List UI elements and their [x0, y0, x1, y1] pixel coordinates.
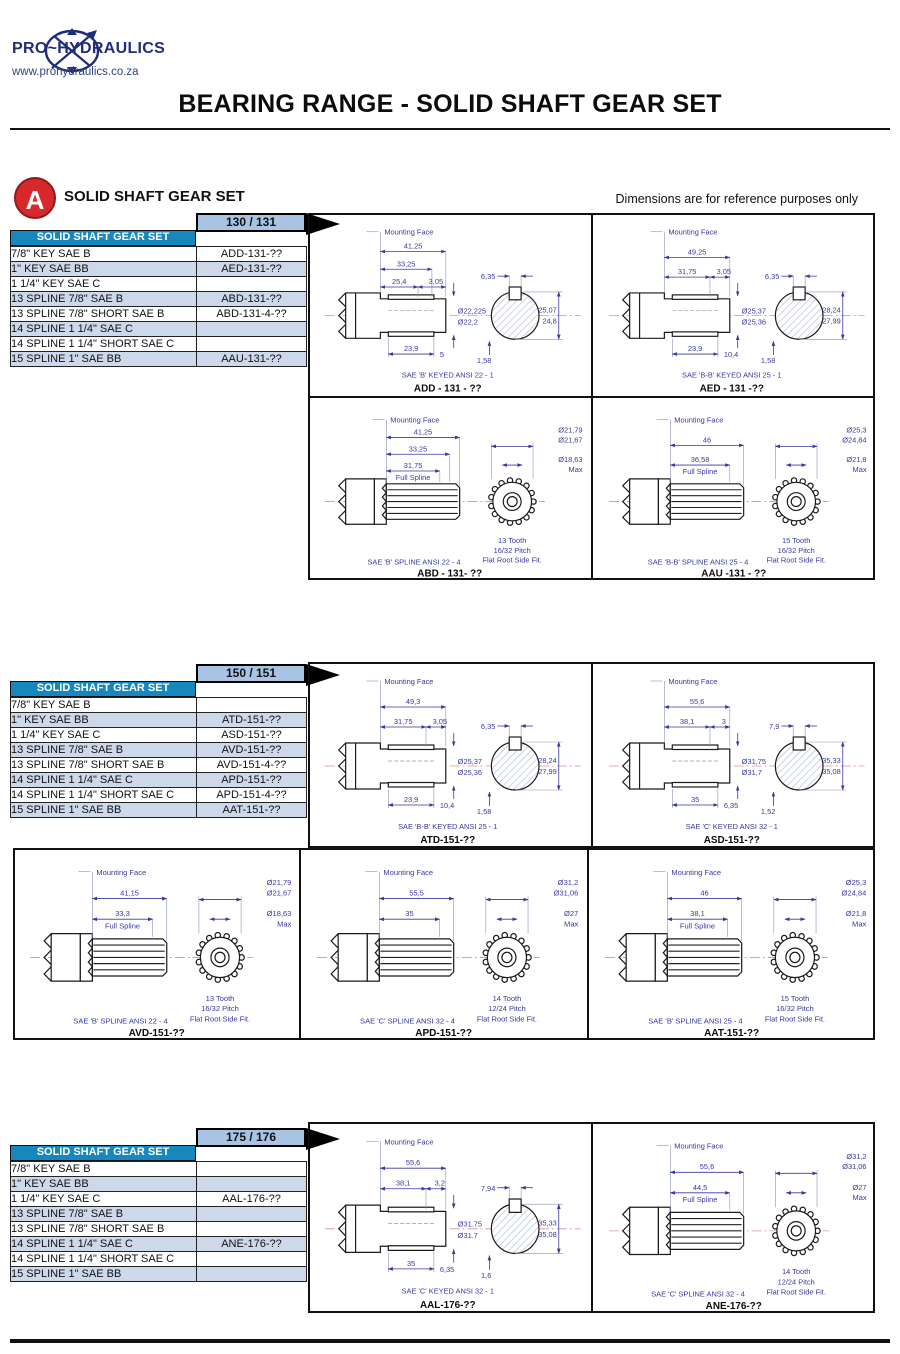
- part-number: ABD-131-4-??: [197, 307, 307, 322]
- dimension-label: Mounting Face: [390, 415, 440, 425]
- dimension-label: 1,58: [476, 806, 492, 817]
- dimension-label: SAE 'B' SPLINE ANSI 25 - 4: [647, 1016, 743, 1026]
- drawing-ASD-151: [592, 662, 876, 848]
- table-row: [11, 1222, 307, 1237]
- gear-set-table-130-131: [10, 246, 307, 367]
- part-number: APD-151-??: [197, 773, 307, 788]
- part-number: [197, 1162, 307, 1177]
- table-body: [11, 1162, 307, 1282]
- dimension-label: 35,08: [538, 1229, 557, 1240]
- dimension-label: Ø22,225: [457, 306, 487, 316]
- table-row: [11, 322, 307, 337]
- dimension-label: Ø31,7: [741, 767, 762, 778]
- dimension-label: Ø25,36: [457, 767, 483, 778]
- row-label: 13 SPLINE 7/8" SHORT SAE B: [11, 758, 197, 773]
- dimension-label: 46: [702, 434, 711, 444]
- dimension-label: 5: [439, 350, 444, 360]
- part-number: ASD-151-??: [197, 728, 307, 743]
- dimension-label: Full Spline: [679, 921, 715, 931]
- table-row: [11, 1192, 307, 1207]
- table-row: [11, 773, 307, 788]
- row-label: 13 SPLINE 7/8" SHORT SAE B: [11, 1222, 197, 1237]
- dimension-label: 33,3: [115, 909, 130, 919]
- dimension-label: 14 Tooth: [492, 993, 522, 1003]
- dimension-label: 41,25: [413, 427, 433, 436]
- dimension-label: AAT-151-??: [703, 1027, 759, 1039]
- dimension-label: 24,8: [542, 316, 557, 326]
- row-label: 1" KEY SAE BB: [11, 262, 197, 277]
- row-label: 15 SPLINE 1" SAE BB: [11, 803, 197, 818]
- part-number: [197, 1222, 307, 1237]
- dimension-label: 14 Tooth: [781, 1266, 810, 1277]
- dimension-label: Mounting Face: [671, 867, 721, 877]
- dimension-label: 3,05: [432, 716, 448, 727]
- drawing-AAT-151: [588, 848, 875, 1040]
- dimension-label: Ø21,79: [558, 425, 583, 435]
- row-label: 1" KEY SAE BB: [11, 1177, 197, 1192]
- dimension-label: Ø25,37: [741, 306, 766, 316]
- dimension-label: Mounting Face: [673, 415, 723, 425]
- dimension-label: Ø18,63: [558, 454, 583, 464]
- table-group-150-151: [10, 664, 350, 814]
- part-number: [197, 1267, 307, 1282]
- drawing-ADD-131: [308, 213, 592, 397]
- row-label: 15 SPLINE 1" SAE BB: [11, 352, 197, 367]
- dimension-label: Ø22,2: [457, 317, 478, 327]
- dimension-label: ANE-176-??: [705, 1300, 762, 1312]
- dimension-label: Flat Root Side Fit.: [764, 1014, 825, 1024]
- dimension-label: 49,3: [405, 696, 421, 707]
- dimension-label: 16/32 Pitch: [777, 545, 815, 555]
- dimension-label: Ø31,06: [841, 1162, 867, 1172]
- table-row: [11, 743, 307, 758]
- dimension-label: 28,24: [538, 755, 557, 766]
- row-label: 13 SPLINE 7/8" SAE B: [11, 1207, 197, 1222]
- dimension-label: Flat Root Side Fit.: [189, 1014, 251, 1024]
- dimension-label: Flat Root Side Fit.: [477, 1014, 538, 1024]
- dimension-label: SAE 'B-B' SPLINE ANSI 25 - 4: [647, 557, 748, 567]
- table-group-130-131: [10, 213, 350, 363]
- drawing-AAL-176: [308, 1122, 592, 1313]
- dimension-label: 44,5: [692, 1182, 707, 1192]
- dimension-label: 16/32 Pitch: [201, 1004, 239, 1014]
- row-label: 15 SPLINE 1" SAE BB: [11, 1267, 197, 1282]
- dimension-label: AVD-151-??: [128, 1027, 185, 1039]
- row-label: 14 SPLINE 1 1/4" SHORT SAE C: [11, 788, 197, 803]
- part-number: [197, 1207, 307, 1222]
- dimension-label: 7,9: [768, 721, 779, 732]
- dimension-label: 41,15: [120, 888, 139, 898]
- row-label: 14 SPLINE 1 1/4" SAE C: [11, 773, 197, 788]
- dimension-label: 35,33: [821, 755, 841, 766]
- row-label: 13 SPLINE 7/8" SAE B: [11, 292, 197, 307]
- table-row: [11, 698, 307, 713]
- dimension-label: 55,6: [699, 1162, 714, 1172]
- table-row: [11, 292, 307, 307]
- dimension-label: 35: [405, 909, 415, 919]
- table-row: [11, 728, 307, 743]
- dimension-label: AED - 131 -??: [699, 383, 764, 395]
- page-title: BEARING RANGE - SOLID SHAFT GEAR SET: [178, 90, 722, 118]
- table-row: [11, 1162, 307, 1177]
- dimension-label: Max: [852, 464, 867, 474]
- row-label: 1 1/4" KEY SAE C: [11, 277, 197, 292]
- row-label: 13 SPLINE 7/8" SHORT SAE B: [11, 307, 197, 322]
- dimension-label: Ø27: [564, 909, 579, 919]
- dimension-label: 46: [700, 888, 709, 898]
- dimension-label: Mounting Face: [384, 1137, 434, 1147]
- dimension-label: 28,24: [821, 305, 841, 315]
- dimension-label: 35: [406, 1258, 416, 1268]
- dimension-label: 35: [690, 794, 699, 805]
- dimension-label: 23,9: [687, 344, 702, 354]
- row-label: 1 1/4" KEY SAE C: [11, 728, 197, 743]
- dimension-label: Ø21,8: [845, 454, 867, 464]
- dimension-label: SAE 'B' SPLINE ANSI 22 - 4: [73, 1016, 168, 1026]
- gear-set-table-175-176: [10, 1161, 307, 1282]
- table-row: [11, 1252, 307, 1267]
- logo-text: PRO~HYDRAULICS: [12, 40, 166, 57]
- dimension-label: Mounting Face: [673, 1141, 723, 1151]
- part-number: ADD-131-??: [197, 247, 307, 262]
- dimension-label: 1,6: [481, 1270, 492, 1281]
- table-row: [11, 788, 307, 803]
- dimension-label: Full Spline: [682, 466, 717, 476]
- dimension-label: Flat Root Side Fit.: [765, 1287, 826, 1297]
- dimension-label: 31,75: [393, 716, 413, 727]
- row-label: 7/8" KEY SAE B: [11, 247, 197, 262]
- drawing-AVD-151: [13, 848, 300, 1040]
- table-header: SOLID SHAFT GEAR SET: [10, 681, 196, 697]
- dimension-label: SAE 'C' KEYED ANSI 32 - 1: [685, 821, 778, 832]
- dimension-label: Ø21,67: [558, 434, 583, 444]
- dimension-label: 10,4: [439, 800, 455, 811]
- dimension-label: 35,33: [538, 1218, 557, 1228]
- dimension-label: 6,35: [480, 272, 496, 282]
- title-rule: [10, 128, 890, 130]
- dimension-label: 15 Tooth: [780, 993, 809, 1003]
- dimension-label: Ø31,2: [558, 878, 579, 888]
- model-tab-175-176: 175 / 176: [196, 1128, 306, 1147]
- dimension-label: 13 Tooth: [498, 535, 527, 545]
- part-number: AAT-151-??: [197, 803, 307, 818]
- table-row: [11, 262, 307, 277]
- dimension-label: SAE 'B' SPLINE ANSI 22 - 4: [367, 557, 461, 567]
- part-number: [197, 1177, 307, 1192]
- dimension-label: Ø31.7: [457, 1230, 478, 1241]
- dimension-label: Mounting Face: [96, 867, 147, 877]
- dimension-label: SAE 'B-B' KEYED ANSI 25 - 1: [398, 821, 498, 832]
- dimension-label: Mounting Face: [384, 676, 434, 687]
- dimension-label: 38,1: [689, 909, 705, 919]
- table-row: [11, 337, 307, 352]
- row-label: 1 1/4" KEY SAE C: [11, 1192, 197, 1207]
- section-badge: A: [14, 177, 56, 219]
- dimension-label: 6,35: [723, 800, 738, 811]
- dimension-label: SAE 'C' KEYED ANSI 32 - 1: [401, 1286, 494, 1296]
- dimension-label: Flat Root Side Fit.: [765, 555, 826, 565]
- dimension-label: 3,2: [434, 1178, 446, 1188]
- dimension-label: Full Spline: [395, 472, 431, 482]
- table-row: [11, 352, 307, 367]
- dimension-label: 36,58: [690, 454, 709, 464]
- dimension-label: 31,75: [403, 460, 423, 470]
- part-number: AVD-151-??: [197, 743, 307, 758]
- table-body: [11, 247, 307, 367]
- model-tab-130-131: 130 / 131: [196, 213, 306, 232]
- dimension-label: Flat Root Side Fit.: [482, 555, 542, 565]
- dimension-label: 35,08: [821, 766, 841, 777]
- dimension-label: Ø31,06: [553, 888, 579, 898]
- drawing-AAU-131: [592, 397, 876, 581]
- dimension-label: Ø25,37: [457, 756, 483, 767]
- dimension-label: 6,35: [480, 721, 496, 732]
- part-number: [197, 322, 307, 337]
- dimension-label: 49,25: [687, 247, 706, 257]
- reference-note: Dimensions are for reference purposes only: [615, 192, 858, 206]
- row-label: 13 SPLINE 7/8" SAE B: [11, 743, 197, 758]
- table-header: SOLID SHAFT GEAR SET: [10, 230, 196, 246]
- dimension-label: 16/32 Pitch: [775, 1004, 814, 1014]
- dimension-label: SAE 'B' KEYED ANSI 22 - 1: [401, 370, 494, 380]
- dimension-label: Max: [851, 919, 866, 929]
- part-number: AAU-131-??: [197, 352, 307, 367]
- dimension-label: AAL-176-??: [419, 1299, 476, 1311]
- dimension-label: Ø31.75: [457, 1219, 483, 1229]
- dimension-label: ASD-151-??: [703, 834, 760, 847]
- dimension-label: Ø25,3: [845, 878, 866, 888]
- row-label: 7/8" KEY SAE B: [11, 1162, 197, 1177]
- part-number: [197, 698, 307, 713]
- dimension-label: 3,05: [716, 267, 731, 277]
- dimension-label: 41,25: [403, 241, 423, 251]
- dimension-label: Full Spline: [682, 1194, 717, 1205]
- dimension-label: Max: [564, 919, 579, 929]
- section-title: SOLID SHAFT GEAR SET: [64, 188, 245, 205]
- dimension-label: Ø27: [852, 1182, 867, 1192]
- dimension-label: 3,05: [428, 277, 444, 287]
- gear-set-table-150-151: [10, 697, 307, 818]
- table-row: [11, 758, 307, 773]
- logo-url-link[interactable]: www.prohydraulics.co.za: [12, 66, 139, 78]
- row-label: 14 SPLINE 1 1/4" SAE C: [11, 1237, 197, 1252]
- dimension-label: 23,9: [403, 794, 419, 805]
- dimension-label: 1,52: [760, 806, 775, 817]
- dimension-label: 13 Tooth: [205, 993, 235, 1003]
- dimension-label: Mounting Face: [383, 867, 434, 877]
- table-row: [11, 803, 307, 818]
- dimension-label: 1,58: [760, 355, 775, 365]
- table-row: [11, 1177, 307, 1192]
- dimension-label: Max: [852, 1192, 867, 1203]
- drawing-ABD-131: [308, 397, 592, 581]
- dimension-label: 6,35: [764, 272, 779, 282]
- part-number: AED-131-??: [197, 262, 307, 277]
- part-number: AVD-151-4-??: [197, 758, 307, 773]
- dimension-label: Ø18,63: [266, 909, 292, 919]
- dimension-label: 27,99: [538, 766, 557, 777]
- dimension-label: Ø25,3: [845, 425, 867, 435]
- part-number: ATD-151-??: [197, 713, 307, 728]
- table-group-175-176: [10, 1128, 350, 1278]
- dimension-label: Full Spline: [104, 921, 141, 931]
- dimension-label: 6,35: [439, 1264, 455, 1274]
- row-label: 7/8" KEY SAE B: [11, 698, 197, 713]
- dimension-label: Ø31,75: [741, 756, 766, 767]
- part-number: ABD-131-??: [197, 292, 307, 307]
- dimension-label: 33,25: [396, 259, 416, 269]
- dimension-label: Ø21,67: [266, 888, 292, 898]
- dimension-label: Ø31,2: [845, 1151, 867, 1161]
- table-row: [11, 1267, 307, 1282]
- dimension-label: 1,58: [476, 355, 492, 365]
- dimension-label: 38,1: [395, 1178, 411, 1188]
- table-row: [11, 307, 307, 322]
- dimension-label: 23,9: [403, 344, 419, 354]
- dimension-label: Ø25,36: [741, 317, 766, 327]
- dimension-label: SAE 'C' SPLINE ANSI 32 - 4: [360, 1016, 456, 1026]
- dimension-label: 10,4: [723, 350, 738, 360]
- dimension-label: ABD - 131- ??: [417, 568, 483, 579]
- dimension-label: Mounting Face: [384, 227, 434, 237]
- table-row: [11, 1207, 307, 1222]
- row-label: 1" KEY SAE BB: [11, 713, 197, 728]
- dimension-label: 16/32 Pitch: [493, 545, 531, 555]
- part-number: AAL-176-??: [197, 1192, 307, 1207]
- model-tab-150-151: 150 / 151: [196, 664, 306, 683]
- dimension-label: APD-151-??: [415, 1027, 473, 1039]
- dimension-label: 55,6: [405, 1157, 421, 1168]
- dimension-label: 31,75: [677, 267, 696, 277]
- dimension-label: 3: [721, 716, 726, 727]
- dimension-label: Ø21,8: [845, 909, 866, 919]
- dimension-label: 7,94: [480, 1183, 496, 1193]
- dimension-label: Max: [277, 919, 292, 929]
- part-number: [197, 1252, 307, 1267]
- dimension-label: ADD - 131 - ??: [413, 383, 482, 395]
- dimension-label: ATD-151-??: [420, 834, 476, 847]
- part-number: [197, 337, 307, 352]
- dimension-label: 15 Tooth: [781, 535, 810, 545]
- dimension-label: Ø24,84: [841, 888, 866, 898]
- dimension-label: 33,25: [408, 443, 428, 453]
- table-header: SOLID SHAFT GEAR SET: [10, 1145, 196, 1161]
- part-number: APD-151-4-??: [197, 788, 307, 803]
- dimension-label: 38,1: [679, 716, 694, 727]
- dimension-label: 55,6: [689, 696, 704, 707]
- dimension-label: Max: [568, 464, 583, 474]
- dimension-label: Ø24,84: [841, 434, 867, 444]
- dimension-label: SAE 'B-B' KEYED ANSI 25 - 1: [681, 370, 781, 380]
- drawing-APD-151: [300, 848, 587, 1040]
- row-label: 14 SPLINE 1 1/4" SHORT SAE C: [11, 1252, 197, 1267]
- table-row: [11, 713, 307, 728]
- dimension-label: 25,07: [538, 305, 557, 315]
- table-row: [11, 1237, 307, 1252]
- drawing-AED-131: [592, 213, 876, 397]
- part-number: ANE-176-??: [197, 1237, 307, 1252]
- part-number: [197, 277, 307, 292]
- row-label: 14 SPLINE 1 1/4" SAE C: [11, 322, 197, 337]
- dimension-label: Mounting Face: [667, 676, 717, 687]
- table-row: [11, 277, 307, 292]
- dimension-label: Ø21,79: [266, 878, 292, 888]
- dimension-label: Mounting Face: [667, 227, 717, 237]
- dimension-label: 12/24 Pitch: [777, 1277, 815, 1287]
- dimension-label: SAE 'C' SPLINE ANSI 32 - 4: [650, 1289, 745, 1299]
- table-row: [11, 247, 307, 262]
- dimension-label: 25,4: [391, 277, 407, 287]
- table-body: [11, 698, 307, 818]
- dimension-label: AAU -131 - ??: [700, 568, 766, 579]
- dimension-label: 55,5: [409, 888, 425, 898]
- drawing-ATD-151: [308, 662, 592, 848]
- row-label: 14 SPLINE 1 1/4" SHORT SAE C: [11, 337, 197, 352]
- dimension-label: 12/24 Pitch: [488, 1004, 527, 1014]
- dimension-label: 27,99: [821, 316, 841, 326]
- drawing-ANE-176: [592, 1122, 876, 1313]
- bottom-rule: [10, 1339, 890, 1343]
